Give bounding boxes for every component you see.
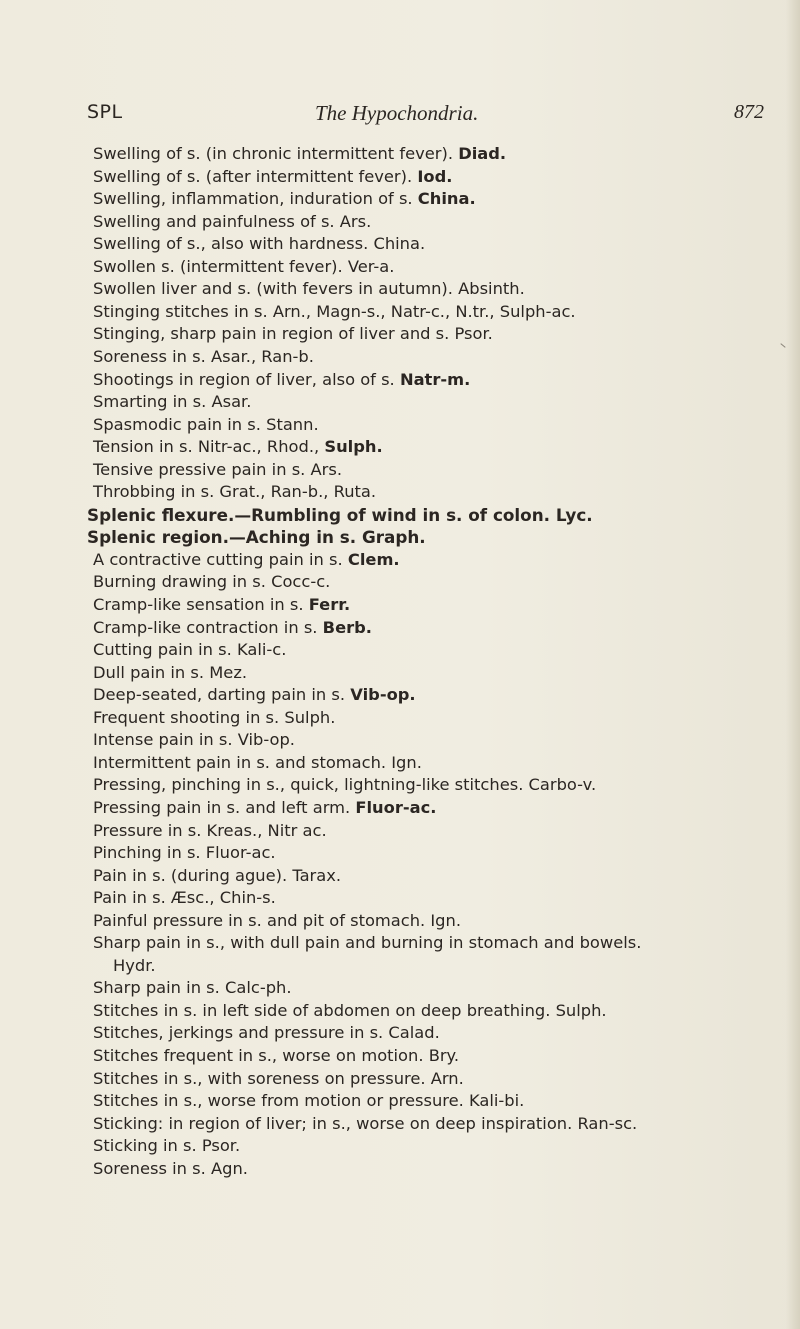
entry-line: [93, 1045, 459, 1067]
entry-text: Splenic flexure.—Rumbling of wind in s. of colon. Lyc.: [87, 504, 593, 525]
entry-text: Stitches frequent in s., worse on motion. Bry.: [93, 1046, 460, 1065]
stray-mark: [780, 343, 785, 348]
entry-text: Stinging, sharp pain in region of liver and s. Psor.: [93, 324, 493, 344]
entry-text: Dull pain in s. Mez.: [93, 662, 248, 682]
entry-line: [93, 166, 452, 188]
entry-line: [93, 459, 342, 481]
entry-text: Tensive pressive pain in s. Ars.: [93, 459, 343, 479]
entry-text: Stitches in s., worse from motion or pressure. Kali-bi.: [93, 1091, 525, 1111]
entry-text: Intense pain in s. Vib-op.: [93, 730, 295, 750]
entry-text: Swelling of s., also with hardness. China.: [93, 234, 426, 254]
entry-text: Frequent shooting in s. Sulph.: [93, 707, 336, 727]
entry-line: [93, 639, 286, 661]
entry-text: Pressure in s. Kreas., Nitr ac.: [93, 820, 327, 840]
entry-line: [113, 955, 156, 977]
entry-line: [93, 594, 350, 616]
entry-line: [93, 820, 327, 842]
entry-line: [93, 188, 476, 210]
main-heading-entry: [87, 504, 593, 526]
entry-text: Swollen s. (intermittent fever). Ver-a.: [93, 256, 395, 276]
entry-text: Sticking in s. Psor.: [93, 1136, 241, 1156]
entry-line: [93, 797, 436, 819]
entry-line: [93, 323, 493, 345]
entry-text: Smarting in s. Asar.: [93, 392, 252, 412]
remedy-label: Vib-op.: [350, 685, 416, 705]
entry-text: Cutting pain in s. Kali-c.: [93, 640, 287, 660]
remedy-label: Berb.: [322, 617, 372, 637]
entry-line: [93, 865, 341, 887]
entry-line: [93, 1068, 464, 1090]
entry-text: Soreness in s. Asar., Ran-b.: [93, 346, 314, 366]
page-number: 872: [734, 101, 764, 123]
remedy-label: China.: [417, 189, 476, 209]
entry-text: Shootings in region of liver, also of s.: [93, 369, 395, 389]
entry-line: [93, 1000, 607, 1022]
entry-line: [93, 617, 372, 639]
entry-text: Stitches in s., with soreness on pressure. Arn.: [93, 1068, 464, 1088]
remedy-label: Iod.: [417, 166, 453, 186]
entry-line: [93, 684, 416, 706]
entry-line: [93, 256, 394, 278]
entry-text: Pain in s. Æsc., Chin-s.: [93, 888, 276, 908]
header-abbreviation: SPL: [87, 101, 123, 123]
entry-text: Throbbing in s. Grat., Ran-b., Ruta.: [93, 482, 377, 502]
entry-text: Cramp-like contraction in s.: [93, 617, 318, 637]
entry-line: [93, 932, 641, 954]
remedy-label: Fluor-ac.: [355, 797, 437, 817]
entry-line: [93, 391, 251, 413]
entry-line: [93, 910, 461, 932]
entry-text: Swelling of s. (in chronic intermittent fever).: [93, 144, 453, 163]
entry-line: [93, 729, 295, 751]
entry-text: Swelling and painfulness of s. Ars.: [93, 211, 372, 231]
entry-text: Deep-seated, darting pain in s.: [93, 685, 346, 705]
entry-text: Hydr.: [113, 955, 156, 975]
entry-text: Swelling, inflammation, induration of s.: [93, 189, 413, 209]
entry-line: [93, 211, 371, 233]
running-header: [0, 101, 800, 131]
entry-line: [93, 301, 576, 323]
entry-line: [93, 887, 276, 909]
entry-text: Sharp pain in s., with dull pain and burning in stomach and bowels.: [93, 933, 642, 953]
entry-line: [93, 414, 319, 436]
entry-text: Pressing, pinching in s., quick, lightning-like stitches. Carbo-v.: [93, 775, 597, 795]
remedy-label: Sulph.: [324, 437, 383, 457]
entry-text: Tension in s. Nitr-ac., Rhod.,: [93, 437, 320, 457]
entry-line: [93, 346, 314, 368]
entry-line: [93, 481, 376, 503]
page-edge: [786, 0, 800, 1329]
entry-text: Painful pressure in s. and pit of stomach. Ign.: [93, 910, 462, 930]
entry-line: [93, 1135, 240, 1157]
remedy-label: Natr-m.: [399, 369, 471, 389]
entry-line: [93, 571, 330, 593]
entry-text: A contractive cutting pain in s.: [93, 549, 343, 569]
main-heading-entry: [87, 526, 426, 548]
entry-line: [93, 707, 335, 729]
entry-text: Sticking: in region of liver; in s., worse on deep inspiration. Ran-sc.: [93, 1113, 638, 1133]
entry-line: [93, 752, 422, 774]
entry-text: Intermittent pain in s. and stomach. Ign.: [93, 752, 422, 772]
entry-line: [93, 662, 247, 684]
entry-text: Stitches, jerkings and pressure in s. Calad.: [93, 1023, 440, 1043]
remedy-label: Diad.: [458, 144, 507, 163]
entry-text: Pressing pain in s. and left arm.: [93, 797, 351, 817]
entry-text: Pain in s. (during ague). Tarax.: [93, 865, 342, 885]
entry-line: [93, 842, 276, 864]
entry-line: [93, 233, 425, 255]
entry-text: Spasmodic pain in s. Stann.: [93, 414, 319, 434]
entry-line: [93, 278, 525, 300]
remedy-label: Ferr.: [308, 595, 351, 614]
entry-text: Stitches in s. in left side of abdomen on deep breathing. Sulph.: [93, 1000, 607, 1020]
entry-text: Swelling of s. (after intermittent fever).: [93, 166, 413, 186]
entry-text: Pinching in s. Fluor-ac.: [93, 843, 276, 863]
entry-line: [93, 549, 400, 571]
header-title: The Hypochondria.: [315, 101, 479, 125]
entry-line: [93, 1022, 440, 1044]
entry-text: Stinging stitches in s. Arn., Magn-s., Natr-c., N.tr., Sulph-ac.: [93, 301, 576, 321]
entry-text: Soreness in s. Agn.: [93, 1158, 248, 1178]
entry-line: [93, 774, 596, 796]
entry-line: [93, 1113, 637, 1135]
entry-text: Cramp-like sensation in s.: [93, 595, 304, 614]
entry-line: [93, 1090, 524, 1112]
entry-line: [93, 436, 383, 458]
entry-line: [93, 977, 292, 999]
entry-line: [93, 369, 470, 391]
entry-text: Splenic region.—Aching in s. Graph.: [87, 527, 426, 548]
entry-text: Burning drawing in s. Cocc-c.: [93, 572, 331, 592]
entry-text: Sharp pain in s. Calc-ph.: [93, 978, 292, 998]
entry-text: Swollen liver and s. (with fevers in autumn). Absinth.: [93, 279, 525, 299]
remedy-label: Clem.: [347, 549, 400, 569]
entry-line: [93, 143, 506, 165]
entry-line: [93, 1158, 248, 1180]
